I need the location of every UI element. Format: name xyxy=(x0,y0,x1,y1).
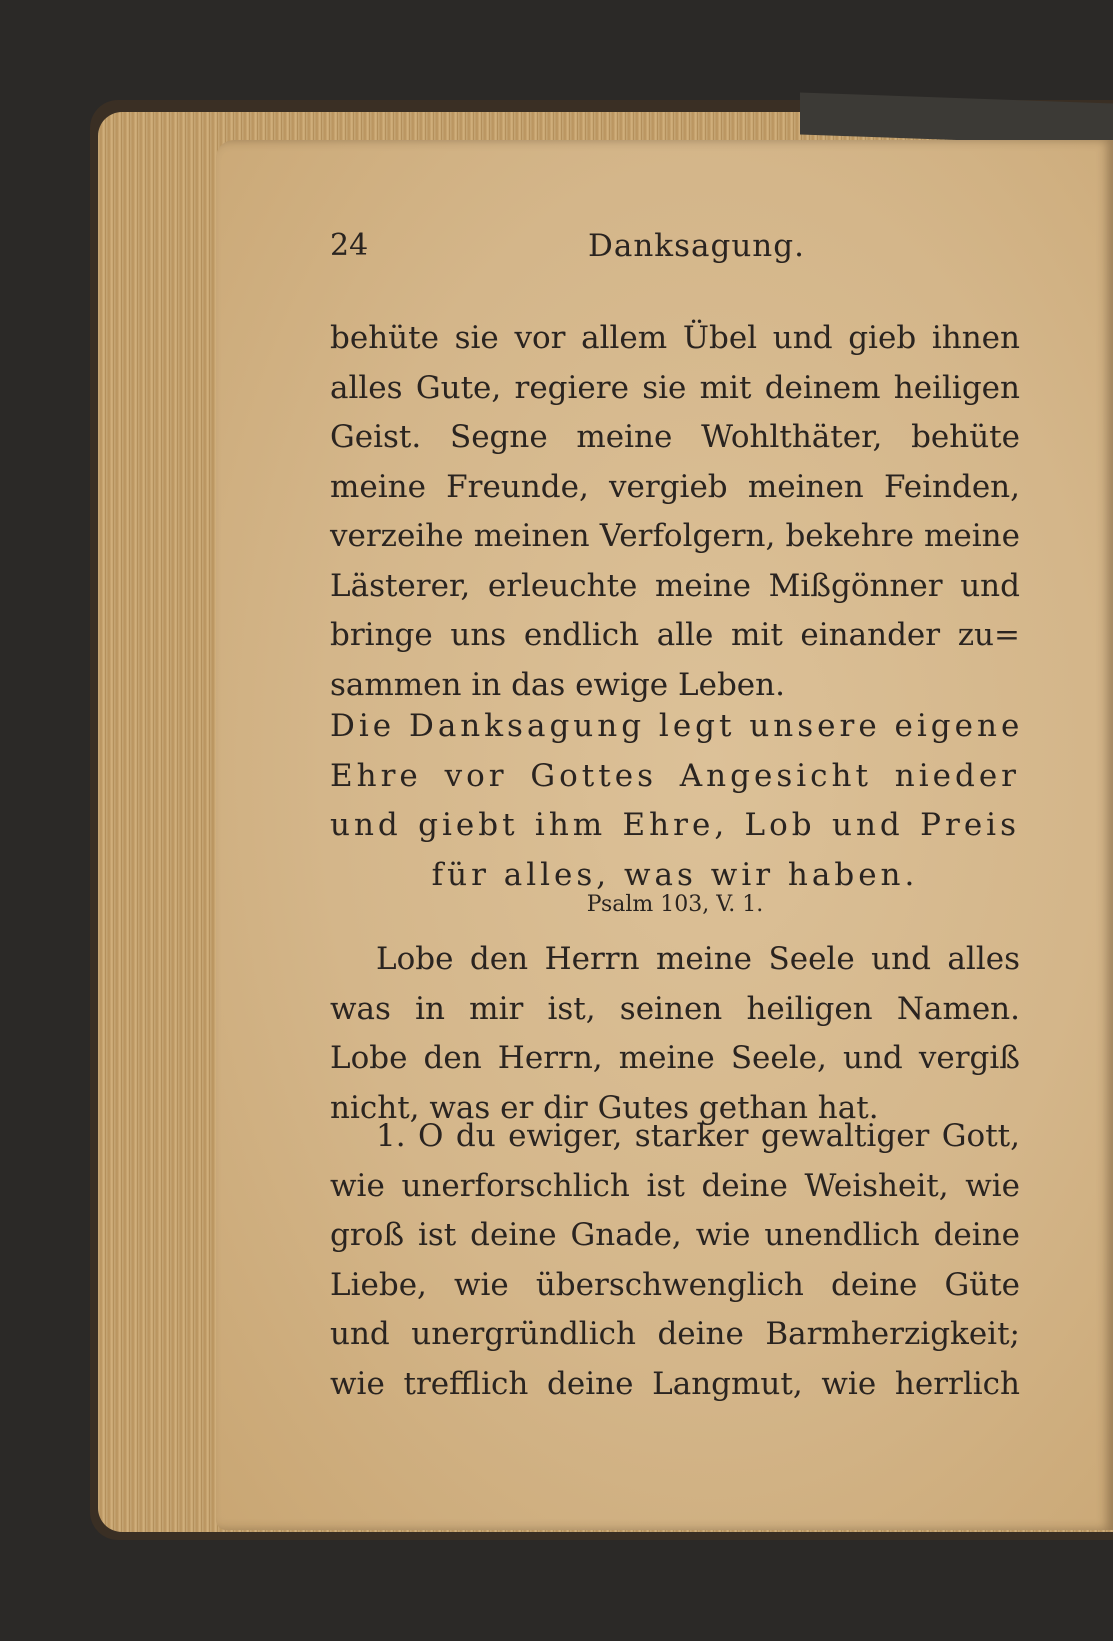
text-line: nicht, was er dir Gutes gethan hat. xyxy=(330,1089,879,1126)
text-line: Lobe den Herrn, meine Seele, und vergiß xyxy=(330,1040,1020,1076)
paragraph-1 xyxy=(330,314,1020,710)
text-line: Lästerer, erleuchte meine Mißgönner und xyxy=(330,567,1020,604)
running-head: Danksagung. xyxy=(588,228,805,264)
text-line: 1. O du ewiger, starker gewaltiger Gott, xyxy=(376,1118,1020,1154)
text-line: Liebe, wie überschwenglich deine Güte xyxy=(330,1266,1020,1303)
text-line: verzeihe meinen Verfolgern, bekehre meine xyxy=(330,518,1020,554)
text-line: alles Gute, regiere sie mit deinem heiligen xyxy=(330,369,1020,406)
text-line: sammen in das ewige Leben. xyxy=(330,666,785,703)
paragraph-2-spaced xyxy=(330,702,1024,900)
text-line: bringe uns endlich alle mit einander zu= xyxy=(330,617,1020,653)
psalm-caption: Psalm 103, V. 1. xyxy=(586,892,764,917)
text-line: wie trefflich deine Langmut, wie herrlich xyxy=(330,1365,1020,1402)
page-header xyxy=(330,228,1030,278)
text-line: Geist. Segne meine Wohlthäter, behüte xyxy=(330,419,1020,455)
text-line: Die Danksagung legt unsere eigene xyxy=(330,708,1024,744)
text-line: Lobe den Herrn meine Seele und alles xyxy=(376,941,1020,977)
text-line: behüte sie vor allem Übel und gieb ihnen xyxy=(330,320,1020,356)
text-line: wie unerforschlich ist deine Weisheit, wie xyxy=(330,1167,1020,1204)
page-number: 24 xyxy=(330,228,369,263)
text-line: meine Freunde, vergieb meinen Feinden, xyxy=(330,468,1020,505)
text-line: groß ist deine Gnade, wie unendlich deine xyxy=(330,1217,1020,1253)
paragraph-3 xyxy=(330,935,1020,1133)
text-line: und giebt ihm Ehre, Lob und Preis xyxy=(330,807,1020,843)
text-line: und unergründlich deine Barmherzigkeit; xyxy=(330,1316,1020,1352)
text-line: was in mir ist, seinen heiligen Namen. xyxy=(330,990,1020,1027)
paragraph-4 xyxy=(330,1112,1020,1409)
text-line: Ehre vor Gottes Angesicht nieder xyxy=(330,757,1020,794)
text-line: für alles, was wir haben. xyxy=(431,856,919,893)
